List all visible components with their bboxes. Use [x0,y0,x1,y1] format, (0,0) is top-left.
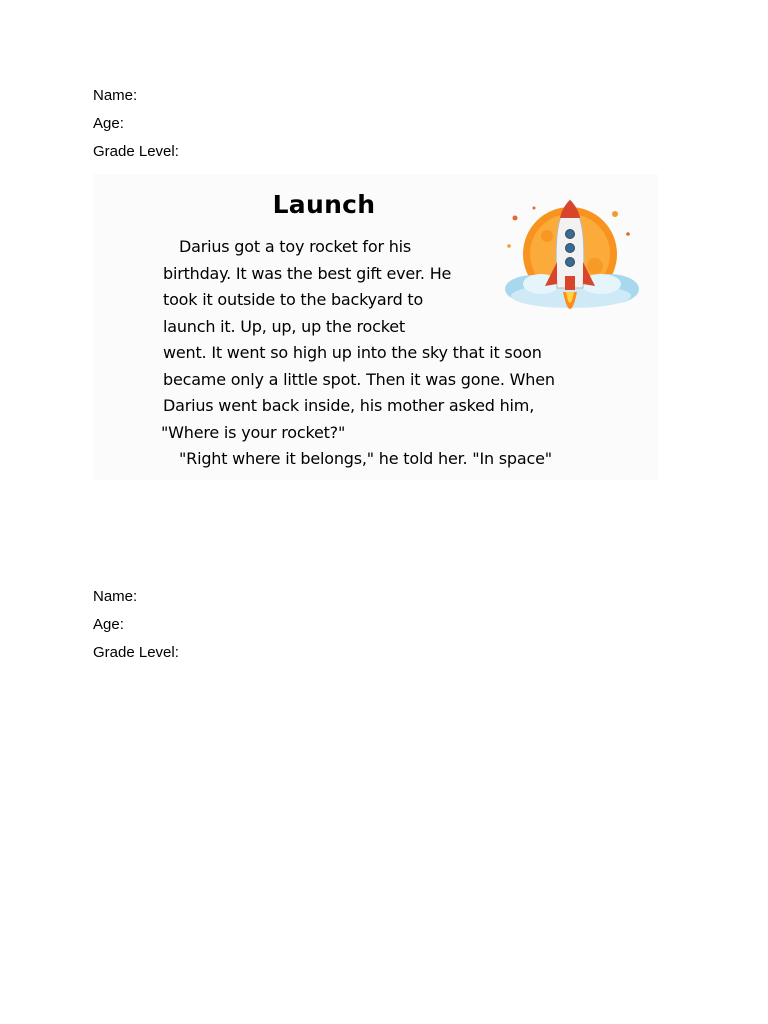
rocket-launch-icon [503,196,641,318]
grade-level-label: Grade Level: [93,143,179,160]
story-line: went. It went so high up into the sky that it soon [163,343,542,362]
student-info-form-top [93,82,179,166]
story-line: birthday. It was the best gift ever. He [163,264,452,283]
grade-level-label: Grade Level: [93,644,179,661]
age-label: Age: [93,115,124,132]
story-line: became only a little spot. Then it was gone. When [163,370,555,389]
story-image [93,174,658,480]
story-line: took it outside to the backyard to [163,290,424,309]
name-label: Name: [93,588,138,605]
story-line: "Where is your rocket?" [161,423,346,442]
story-line: "Right where it belongs," he told her. "In space" [179,449,552,468]
student-info-form-bottom [93,583,179,667]
story-line: Darius went back inside, his mother asked him, [163,396,535,415]
name-label: Name: [93,87,138,104]
story-line: launch it. Up, up, up the rocket [163,317,405,336]
story-title: Launch [272,190,376,219]
story-line: Darius got a toy rocket for his [179,237,412,256]
age-label: Age: [93,616,124,633]
